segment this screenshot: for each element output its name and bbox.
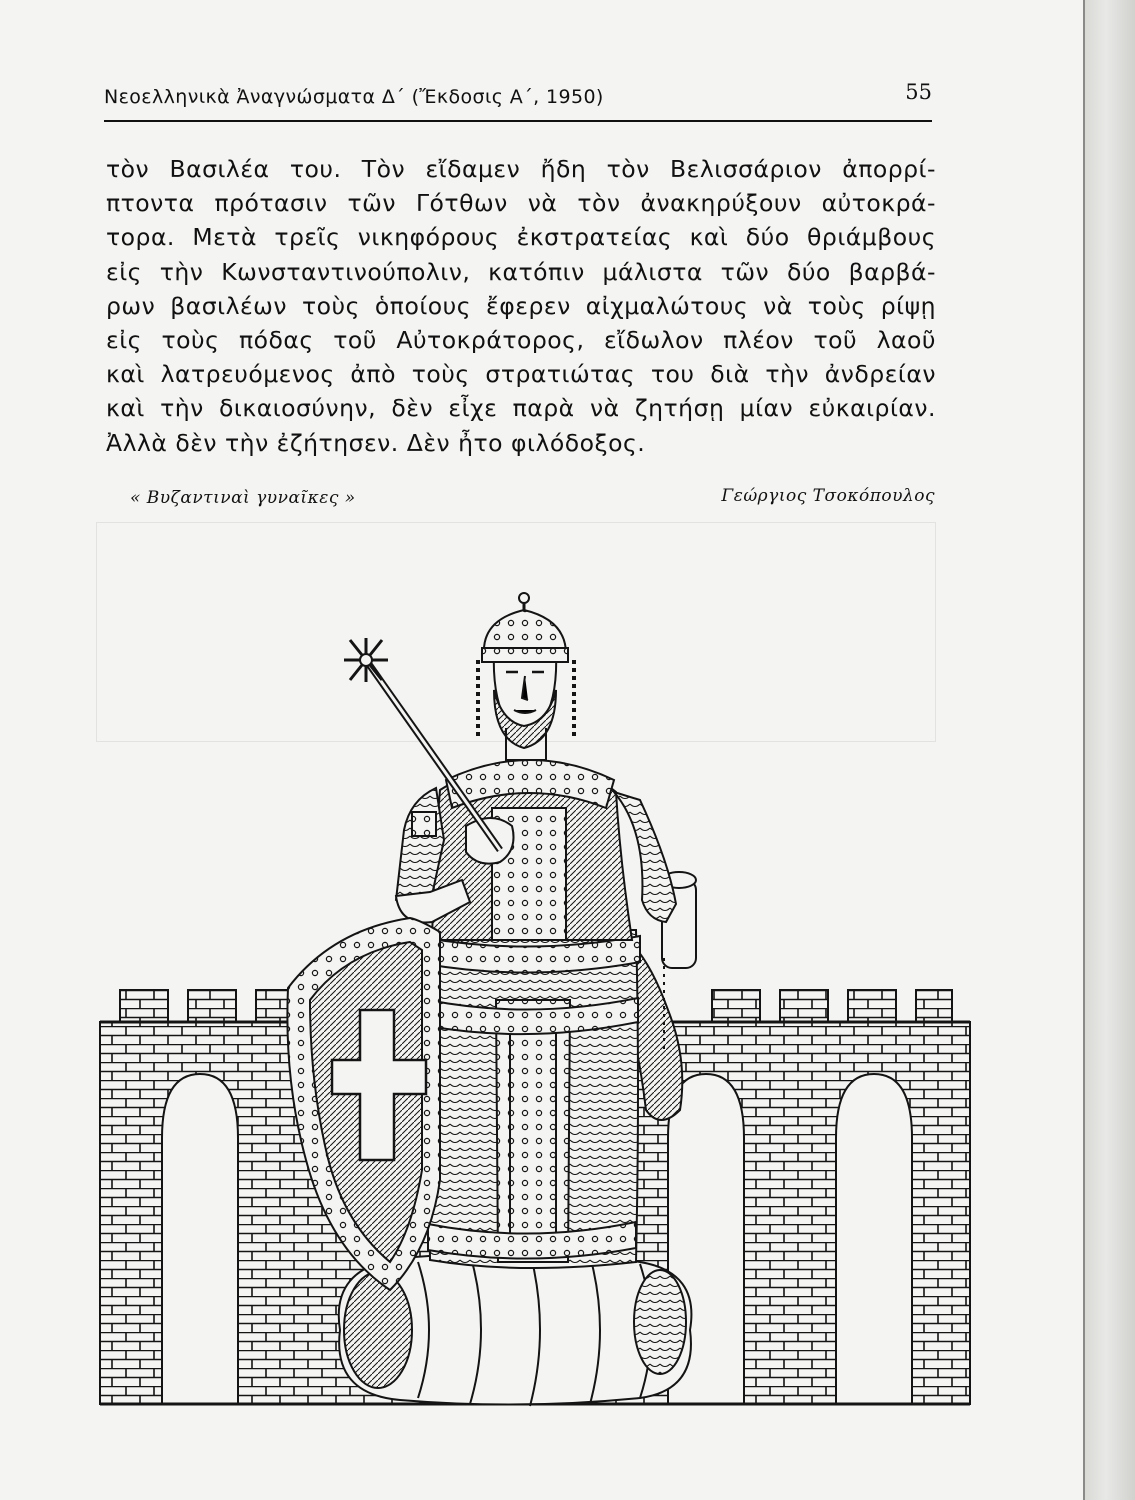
page-number: 55 — [905, 80, 932, 104]
emperor-head — [478, 593, 574, 760]
body-line: εἰς τὴν Κωνσταντινούπολιν, κατόπιν μάλιστα τῶν δύο βαρβά- — [106, 257, 936, 286]
body-line: καὶ τὴν δικαιοσύνην, δὲν εἶχε παρὰ νὰ ζητήσῃ μίαν εὐκαιρίαν. — [106, 394, 936, 423]
body-line: Ἀλλὰ δὲν τὴν ἐζήτησεν. Δὲν ἦτο φιλόδοξος. — [106, 428, 646, 457]
body-line: πτοντα πρότασιν τῶν Γότθων νὰ τὸν ἀνακηρύξουν αὐτοκρά- — [106, 189, 936, 218]
body-line: εἰς τοὺς πόδας τοῦ Αὐτοκράτορος, εἴδωλον πλέον τοῦ λαοῦ — [106, 326, 936, 355]
body-line: καὶ λατρευόμενος ἀπὸ τοὺς στρατιώτας του διὰ τὴν ἀνδρείαν — [106, 360, 936, 389]
body-line: τορα. Μετὰ τρεῖς νικηφόρους ἐκστρατείας καὶ δύο θριάμβους — [106, 223, 936, 252]
body-line: ρων βασιλέων τοὺς ὁποίους ἔφερεν αἰχμαλώτους νὰ τοὺς ρίψῃ — [106, 291, 936, 320]
author-name: Γεώργιος Τσοκόπουλος — [721, 486, 935, 506]
running-head: Νεοελληνικὰ Ἀναγνώσματα Δ΄ (Ἔκδοσις Α΄, 1950) — [104, 86, 604, 108]
source-title: « Βυζαντιναὶ γυναῖκες » — [130, 488, 356, 508]
body-line: τὸν Βασιλέα του. Τὸν εἴδαμεν ἤδη τὸν Βελισσάριον ἀπορρί- — [106, 155, 936, 183]
